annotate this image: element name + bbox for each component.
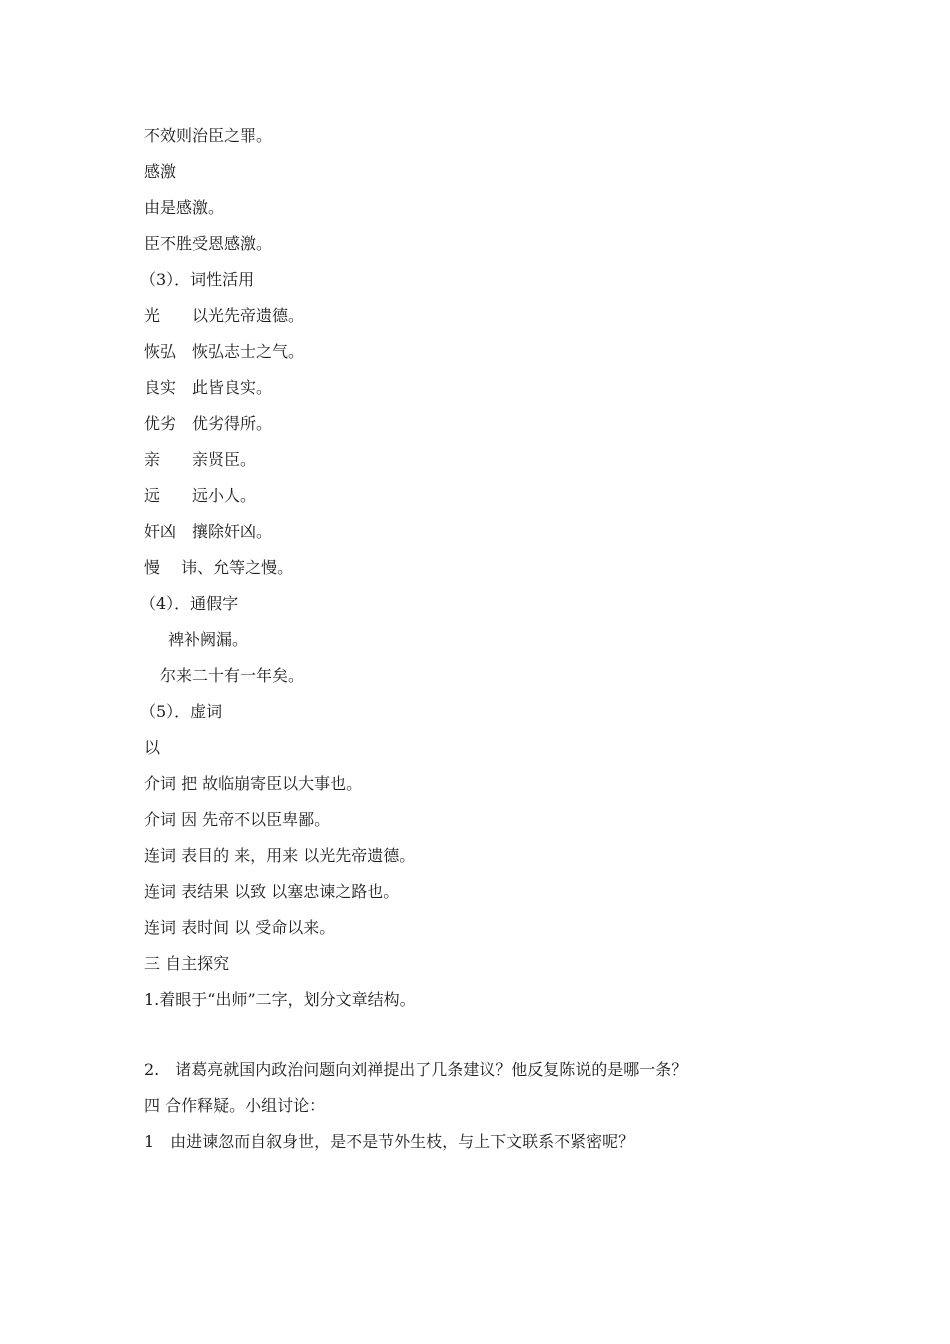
usage-entry: 连词 表目的 来，用来 以光先帝遗德。 xyxy=(144,846,416,865)
usage-entry: 介词 把 故临崩寄臣以大事也。 xyxy=(144,774,363,793)
question-line: 1 由进谏忽而自叙身世，是不是节外生枝，与上下文联系不紧密呢？ xyxy=(144,1132,635,1151)
question-line: 1.着眼于“出师”二字，划分文章结构。 xyxy=(144,990,416,1009)
example-line: 尔来二十有一年矣。 xyxy=(160,666,305,685)
vocab-entry: 远 远小人。 xyxy=(144,486,257,505)
vocab-entry: 慢 讳、允等之慢。 xyxy=(144,558,294,577)
usage-entry: 介词 因 先帝不以臣卑鄙。 xyxy=(144,810,331,829)
vocab-entry: 光 以光先帝遗德。 xyxy=(144,306,305,325)
text-line: 臣不胜受恩感激。 xyxy=(144,234,273,253)
question-line: 2. 诸葛亮就国内政治问题向刘禅提出了几条建议？他反复陈说的是哪一条？ xyxy=(144,1060,688,1079)
section-heading: （3）．词性活用 xyxy=(140,270,255,289)
vocab-entry: 优劣 优劣得所。 xyxy=(144,414,273,433)
vocab-entry: 良实 此皆良实。 xyxy=(144,378,273,397)
vocab-heading: 以 xyxy=(144,738,161,757)
section-heading: （4）．通假字 xyxy=(140,594,239,613)
section-heading: （5）．虚词 xyxy=(140,702,223,721)
text-line: 不效则治臣之罪。 xyxy=(144,126,273,145)
usage-entry: 连词 表时间 以 受命以来。 xyxy=(144,918,336,937)
vocab-heading: 感激 xyxy=(144,162,177,181)
usage-entry: 连词 表结果 以致 以塞忠谏之路也。 xyxy=(144,882,400,901)
example-line: 裨补阙漏。 xyxy=(168,630,249,649)
section-heading: 三 自主探究 xyxy=(144,954,230,973)
vocab-entry: 奸凶 攘除奸凶。 xyxy=(144,522,273,541)
vocab-entry: 恢弘 恢弘志士之气。 xyxy=(144,342,305,361)
section-heading: 四 合作释疑。小组讨论： xyxy=(144,1096,326,1115)
text-line: 由是感激。 xyxy=(144,198,225,217)
vocab-entry: 亲 亲贤臣。 xyxy=(144,450,257,469)
